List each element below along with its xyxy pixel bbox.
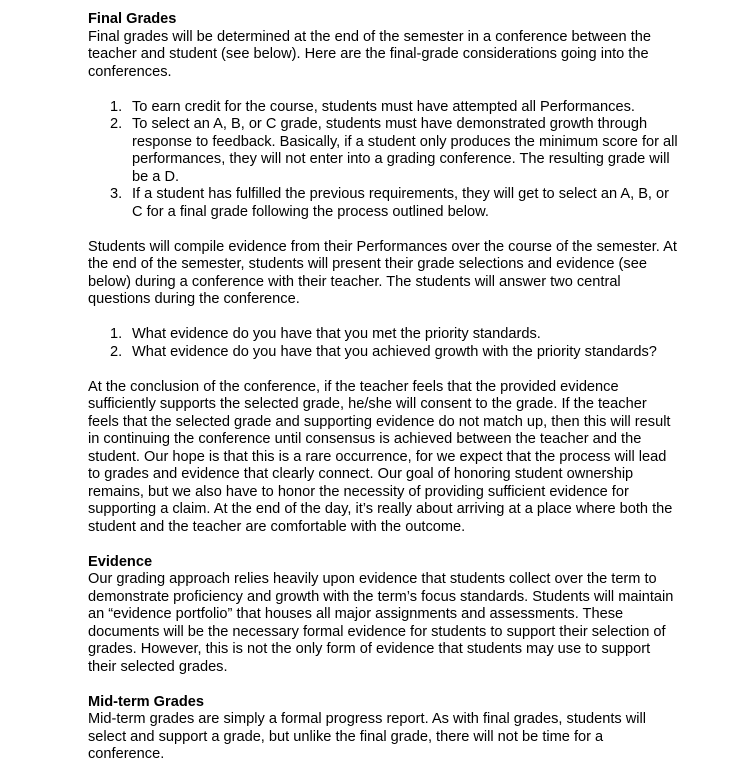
list-item-text: To select an A, B, or C grade, students must have demonstrated growth through response to feedback. Basically, if a student only produces the minimum score for all performances, they will not enter into a grading conference. The resulting grade will be a D.	[132, 116, 678, 185]
list-number: 2.	[110, 343, 123, 360]
considerations-list	[88, 99, 678, 222]
spacer	[88, 309, 678, 327]
final-grades-intro: Final grades will be determined at the end of the semester in a conference between the teacher and student (see below). Here are the final-grade considerations going into the conferences.	[88, 28, 652, 80]
list-item	[88, 99, 678, 117]
spacer	[88, 221, 678, 239]
final-grades-section	[88, 11, 678, 554]
spacer	[88, 361, 678, 379]
evidence-section	[88, 554, 678, 694]
midterm-section	[88, 694, 678, 764]
midterm-heading: Mid-term Grades	[88, 693, 204, 710]
questions-list	[88, 326, 678, 361]
compile-evidence-paragraph: Students will compile evidence from their Performances over the course of the semester. At the end of the semester, students will present their grade selections and evidence (see below) during a conference with their teacher. The students will answer two central questions during the conference.	[88, 238, 677, 307]
final-grades-heading: Final Grades	[88, 11, 177, 27]
spacer	[88, 536, 678, 554]
list-item	[88, 344, 678, 362]
list-number: 1.	[110, 326, 123, 342]
list-item-text: What evidence do you have that you met the priority standards.	[132, 326, 541, 342]
list-item	[88, 326, 678, 344]
midterm-body: Mid-term grades are simply a formal progress report. As with final grades, students will select and support a grade, but unlike the final grade, there will not be time for a conference.	[88, 711, 647, 762]
list-number: 3.	[110, 186, 123, 202]
list-item	[88, 186, 678, 221]
list-item-text: If a student has fulfilled the previous requirements, they will get to select an A, B, or C for a final grade following the process outlined below.	[132, 186, 670, 220]
list-item-text: To earn credit for the course, students must have attempted all Performances.	[132, 98, 635, 115]
evidence-heading: Evidence	[88, 553, 153, 570]
spacer	[88, 81, 678, 99]
document-page	[88, 11, 678, 764]
list-number: 2.	[110, 116, 123, 132]
list-item-text: What evidence do you have that you achieved growth with the priority standards?	[132, 343, 657, 360]
list-item	[88, 116, 678, 186]
list-number: 1.	[110, 98, 123, 115]
spacer	[88, 676, 678, 694]
conclusion-paragraph: At the conclusion of the conference, if the teacher feels that the provided evidence sufficiently supports the selected grade, he/she will consent to the grade. If the teacher feels that the selected grade and supporting evidence do not match up, then this will result in continuing the conference until consensus is achieved between the teacher and the student. Our hope is that this is a rare occurrence, for we expect that the process will lead to grades and evidence that clearly connect. Our goal of honoring student ownership remains, but we also have to honor the necessity of providing sufficient evidence for supporting a claim. At the end of the day, it’s really about arriving at a place where both the student and the teacher are comfortable with the outcome.	[88, 378, 673, 535]
evidence-body: Our grading approach relies heavily upon evidence that students collect over the term to demonstrate proficiency and growth with the term’s focus standards. Students will maintain an “evidence portfolio” that houses all major assignments and assessments. These documents will be the necessary formal evidence for students to support their selection of grades. However, this is not the only form of evidence that students may use to support their selected grades.	[88, 571, 674, 675]
